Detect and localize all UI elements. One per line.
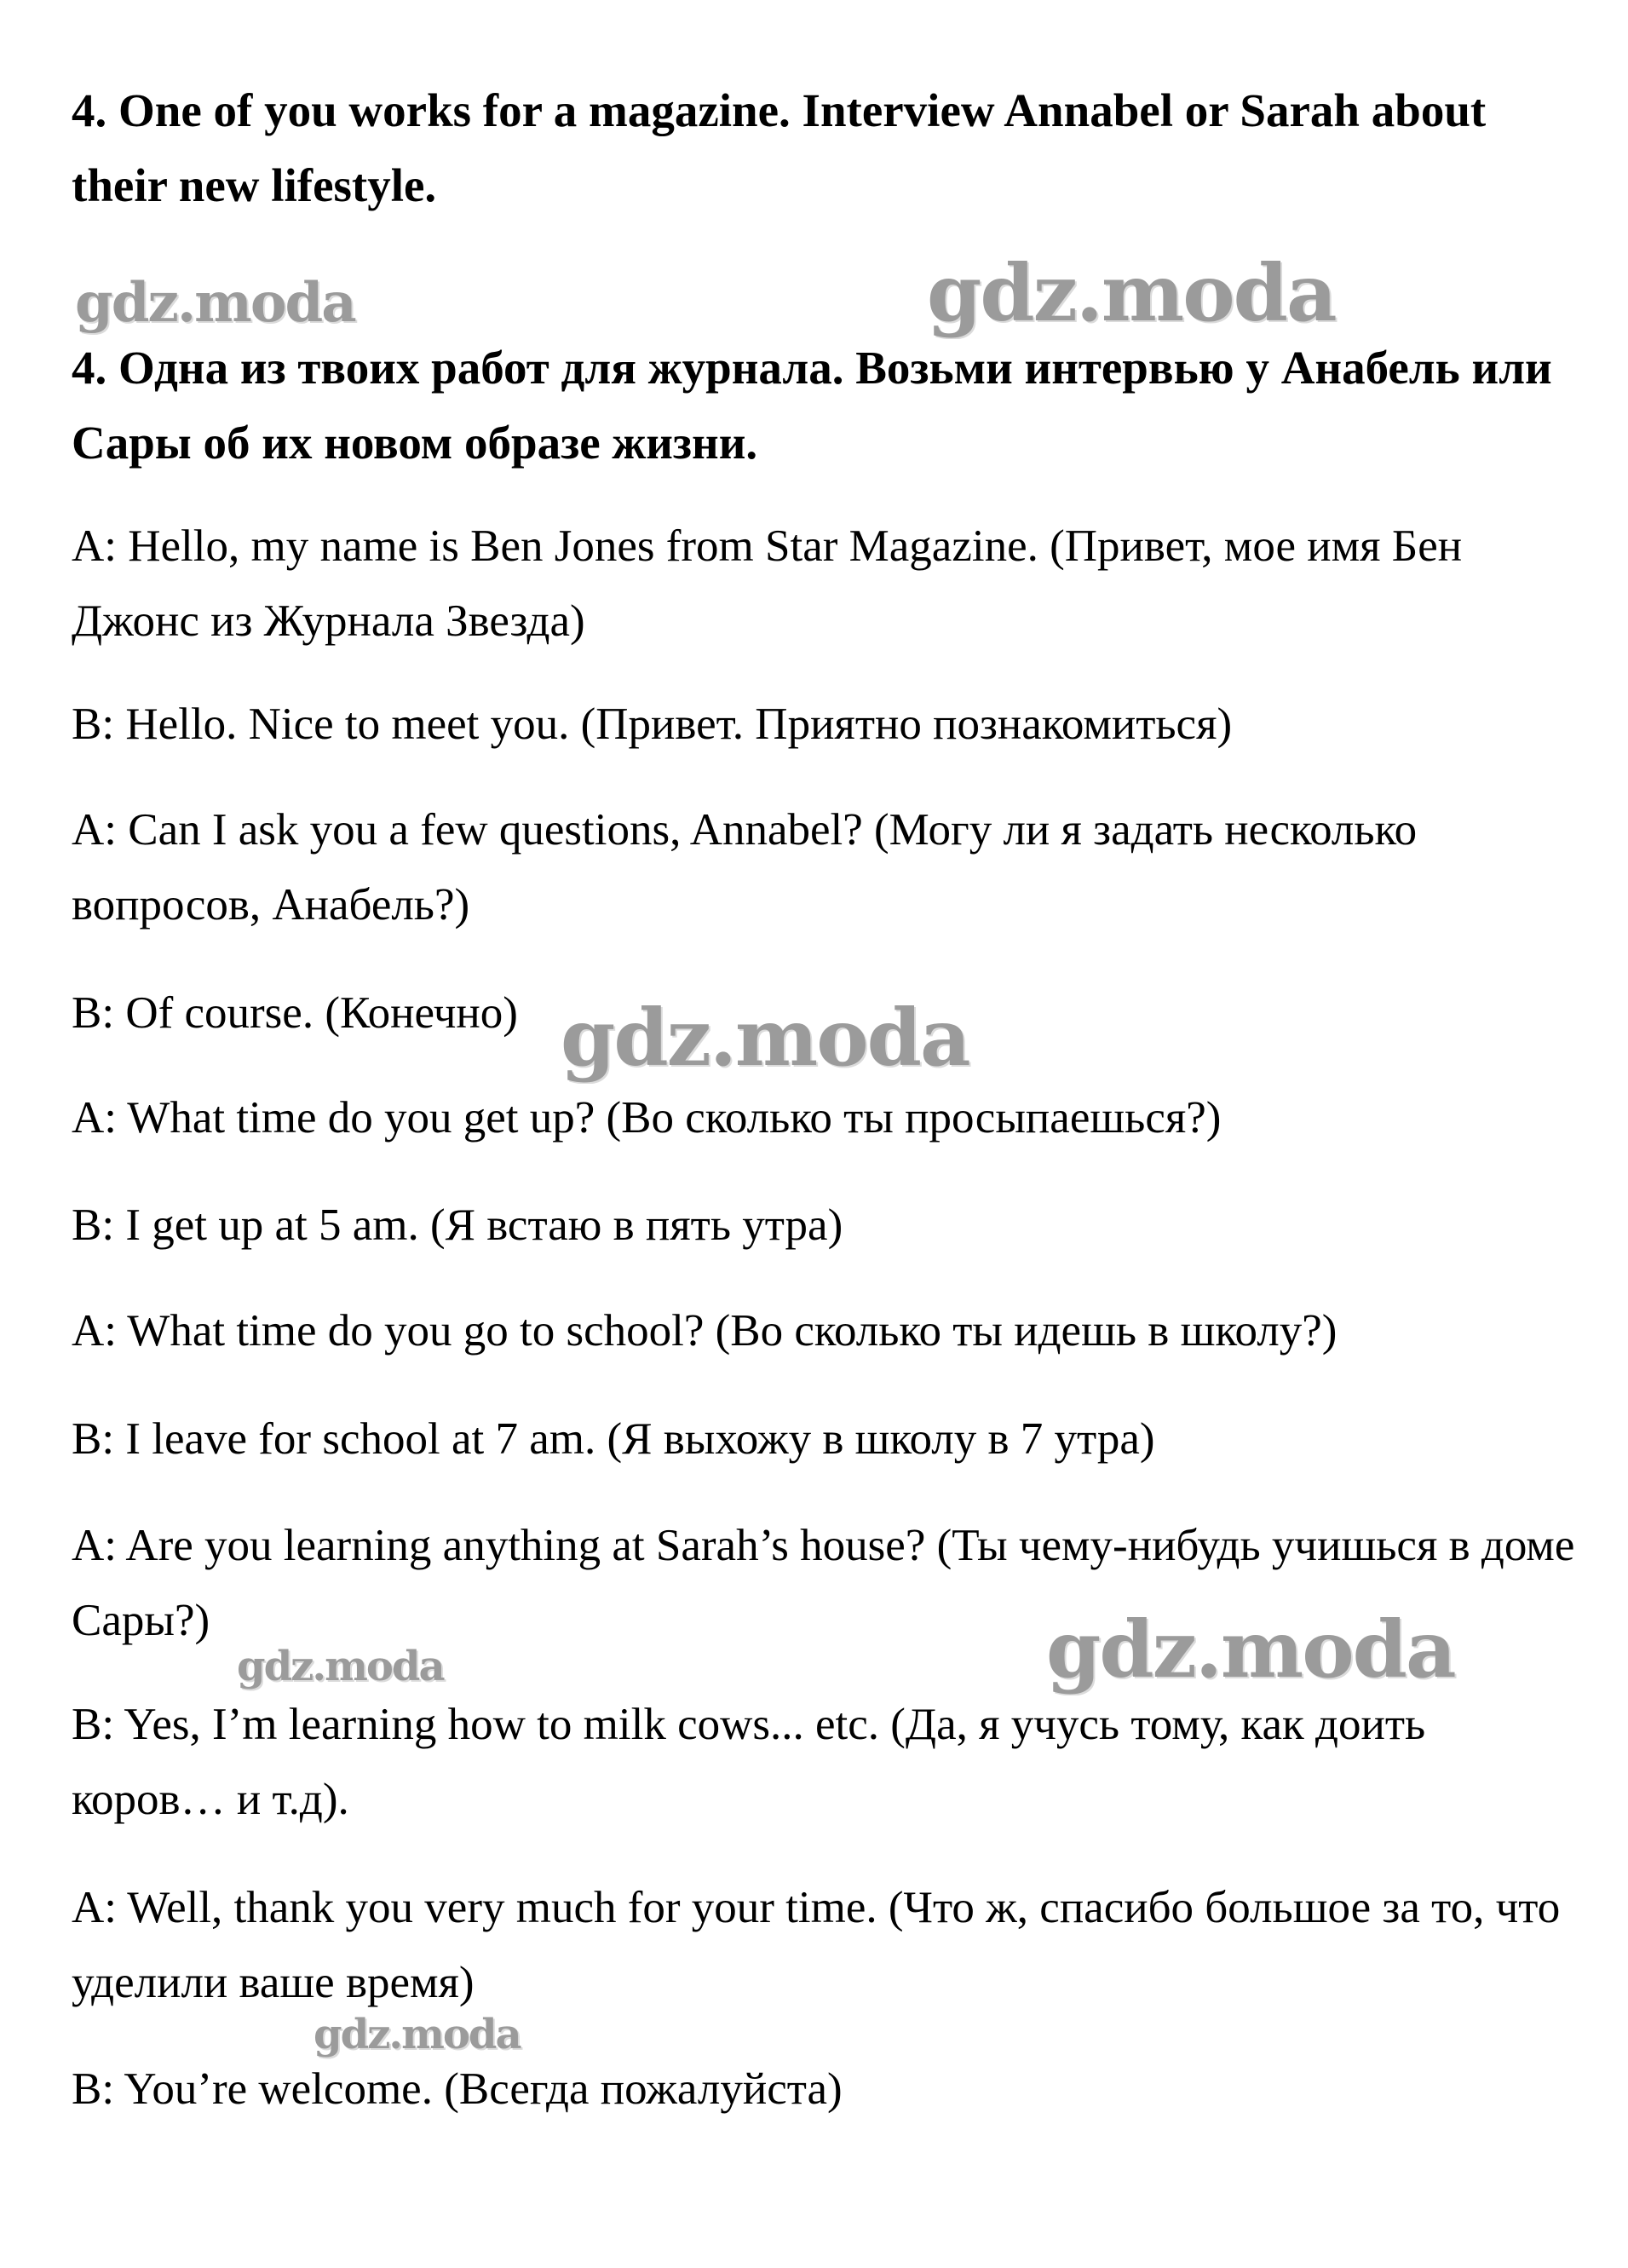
dialogue-line: B: I get up at 5 am. (Я встаю в пять утра): [72, 1200, 843, 1250]
dialogue-line: A: What time do you get up? (Во сколько ты просыпаешься?): [72, 1093, 1222, 1143]
watermark-logo: gdz.moda: [314, 2011, 521, 2058]
dialogue-line: B: Yes, I’m learning how to milk cows... etc. (Да, я учусь тому, как доить коров… и т.д).: [72, 1700, 1426, 1824]
watermark-logo: gdz.moda: [561, 992, 969, 1084]
task-heading-russian: 4. Одна из твоих работ для журнала. Возьми интервью у Анабель или Сары об их новом образе жизни.: [72, 342, 1552, 469]
dialogue-line: A: Can I ask you a few questions, Annabel? (Могу ли я задать несколько вопросов, Анабель?): [72, 805, 1418, 930]
watermark-logo: gdz.moda: [237, 1643, 444, 1690]
dialogue-line: B: Hello. Nice to meet you. (Привет. Приятно познакомиться): [72, 699, 1233, 749]
dialogue-line: A: Are you learning anything at Sarah’s house? (Ты чему-нибудь учишься в доме Сары?): [72, 1521, 1575, 1645]
dialogue-line: B: You’re welcome. (Всегда пожалуйста): [72, 2064, 843, 2114]
dialogue-line: A: What time do you go to school? (Во сколько ты идешь в школу?): [72, 1306, 1337, 1356]
dialogue-line: B: I leave for school at 7 am. (Я выхожу в школу в 7 утра): [72, 1414, 1155, 1464]
watermark-logo: gdz.moda: [927, 247, 1336, 339]
dialogue-line: A: Well, thank you very much for your time. (Что ж, спасибо большое за то, что уделили ваше время): [72, 1883, 1561, 2007]
dialogue-line: B: Of course. (Конечно): [72, 988, 518, 1038]
dialogue-line: A: Hello, my name is Ben Jones from Star Magazine. (Привет, мое имя Бен Джонс из Журнала Звезда): [72, 521, 1463, 646]
watermark-logo: gdz.moda: [1046, 1603, 1455, 1695]
task-heading-english: 4. One of you works for a magazine. Interview Annabel or Sarah about their new lifestyle.: [72, 84, 1487, 211]
watermark-logo: gdz.moda: [75, 271, 355, 335]
